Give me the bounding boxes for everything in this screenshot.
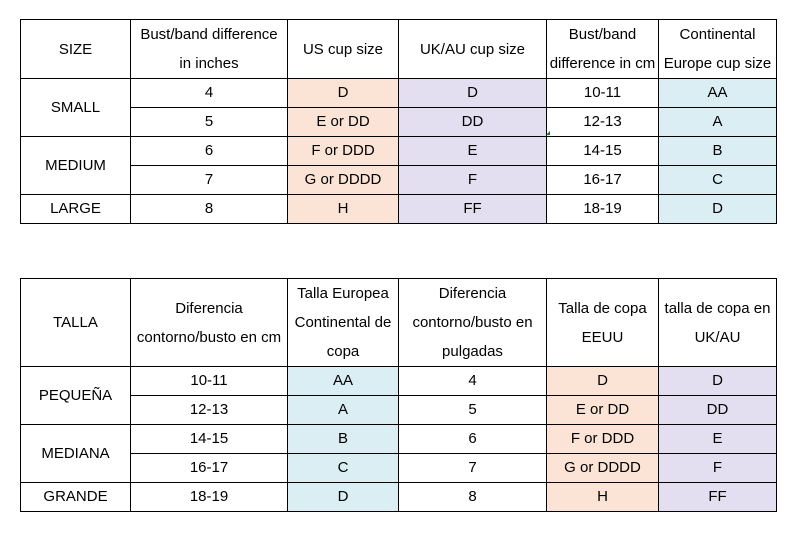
cell-eu-cup: C <box>288 454 399 483</box>
group-large: LARGE <box>21 195 131 224</box>
header-bust-band-cm: Bust/band difference in cm <box>547 20 659 79</box>
group-grande: GRANDE <box>21 483 131 512</box>
table-row <box>21 367 777 396</box>
cell-uk-cup: F <box>659 454 777 483</box>
table-row <box>21 79 777 108</box>
cell-us-cup: H <box>288 195 399 224</box>
cell-cm: 16-17 <box>547 166 659 195</box>
cell-cm: 18-19 <box>547 195 659 224</box>
cell-us-cup: D <box>288 79 399 108</box>
cell-uk-cup: E <box>659 425 777 454</box>
cell-cm: 10-11 <box>131 367 288 396</box>
header-uk-au-cup: UK/AU cup size <box>399 20 547 79</box>
header-talla-europea: Talla Europea Continental de copa <box>288 279 399 367</box>
header-diferencia-cm: Diferencia contorno/busto en cm <box>131 279 288 367</box>
table-row <box>21 137 777 166</box>
cell-eu-cup: AA <box>659 79 777 108</box>
table-row <box>21 108 777 137</box>
table-row <box>21 195 777 224</box>
header-size: SIZE <box>21 20 131 79</box>
header-continental-europe-cup: Continental Europe cup size <box>659 20 777 79</box>
cell-eu-cup: A <box>659 108 777 137</box>
cell-us-cup: H <box>547 483 659 512</box>
cell-us-cup: E or DD <box>288 108 399 137</box>
cell-uk-cup: F <box>399 166 547 195</box>
cell-cm: 12-13 <box>547 108 659 137</box>
header-talla-uk-au: talla de copa en UK/AU <box>659 279 777 367</box>
cell-cm: 18-19 <box>131 483 288 512</box>
header-bust-band-inches: Bust/band difference in inches <box>131 20 288 79</box>
header-diferencia-pulgadas: Diferencia contorno/busto en pulgadas <box>399 279 547 367</box>
table-row <box>21 483 777 512</box>
table-row <box>21 425 777 454</box>
cell-eu-cup: A <box>288 396 399 425</box>
cell-uk-cup: DD <box>399 108 547 137</box>
table-row <box>21 396 777 425</box>
cell-us-cup: G or DDDD <box>288 166 399 195</box>
cell-inches: 4 <box>399 367 547 396</box>
cell-us-cup: G or DDDD <box>547 454 659 483</box>
table-header-row <box>21 20 777 79</box>
cell-us-cup: F or DDD <box>288 137 399 166</box>
cell-inches: 7 <box>399 454 547 483</box>
cell-eu-cup: AA <box>288 367 399 396</box>
cell-inches: 6 <box>399 425 547 454</box>
cell-eu-cup: D <box>659 195 777 224</box>
group-small: SMALL <box>21 79 131 137</box>
cell-inches: 7 <box>131 166 288 195</box>
cell-eu-cup: B <box>659 137 777 166</box>
cell-inches: 8 <box>131 195 288 224</box>
cell-cm: 12-13 <box>131 396 288 425</box>
cell-inches: 8 <box>399 483 547 512</box>
cell-uk-cup: D <box>659 367 777 396</box>
cell-comment-marker <box>546 131 550 135</box>
table-row <box>21 166 777 195</box>
cell-uk-cup: DD <box>659 396 777 425</box>
cell-eu-cup: D <box>288 483 399 512</box>
cell-cm: 10-11 <box>547 79 659 108</box>
header-us-cup: US cup size <box>288 20 399 79</box>
cell-inches: 6 <box>131 137 288 166</box>
cell-uk-cup: D <box>399 79 547 108</box>
cell-eu-cup: B <box>288 425 399 454</box>
cell-inches: 5 <box>131 108 288 137</box>
cell-cm: 14-15 <box>547 137 659 166</box>
table-row <box>21 454 777 483</box>
cell-cm: 16-17 <box>131 454 288 483</box>
cell-eu-cup: C <box>659 166 777 195</box>
group-medium: MEDIUM <box>21 137 131 195</box>
group-pequena: PEQUEÑA <box>21 367 131 425</box>
cell-uk-cup: FF <box>399 195 547 224</box>
cup-size-table-spanish <box>20 278 777 512</box>
cup-size-table-english <box>20 19 777 224</box>
cell-us-cup: F or DDD <box>547 425 659 454</box>
header-talla: TALLA <box>21 279 131 367</box>
table-header-row <box>21 279 777 367</box>
group-mediana: MEDIANA <box>21 425 131 483</box>
cell-uk-cup: FF <box>659 483 777 512</box>
cell-us-cup: E or DD <box>547 396 659 425</box>
cell-inches: 4 <box>131 79 288 108</box>
cell-cm: 14-15 <box>131 425 288 454</box>
cell-uk-cup: E <box>399 137 547 166</box>
header-talla-eeuu: Talla de copa EEUU <box>547 279 659 367</box>
cell-us-cup: D <box>547 367 659 396</box>
cell-inches: 5 <box>399 396 547 425</box>
